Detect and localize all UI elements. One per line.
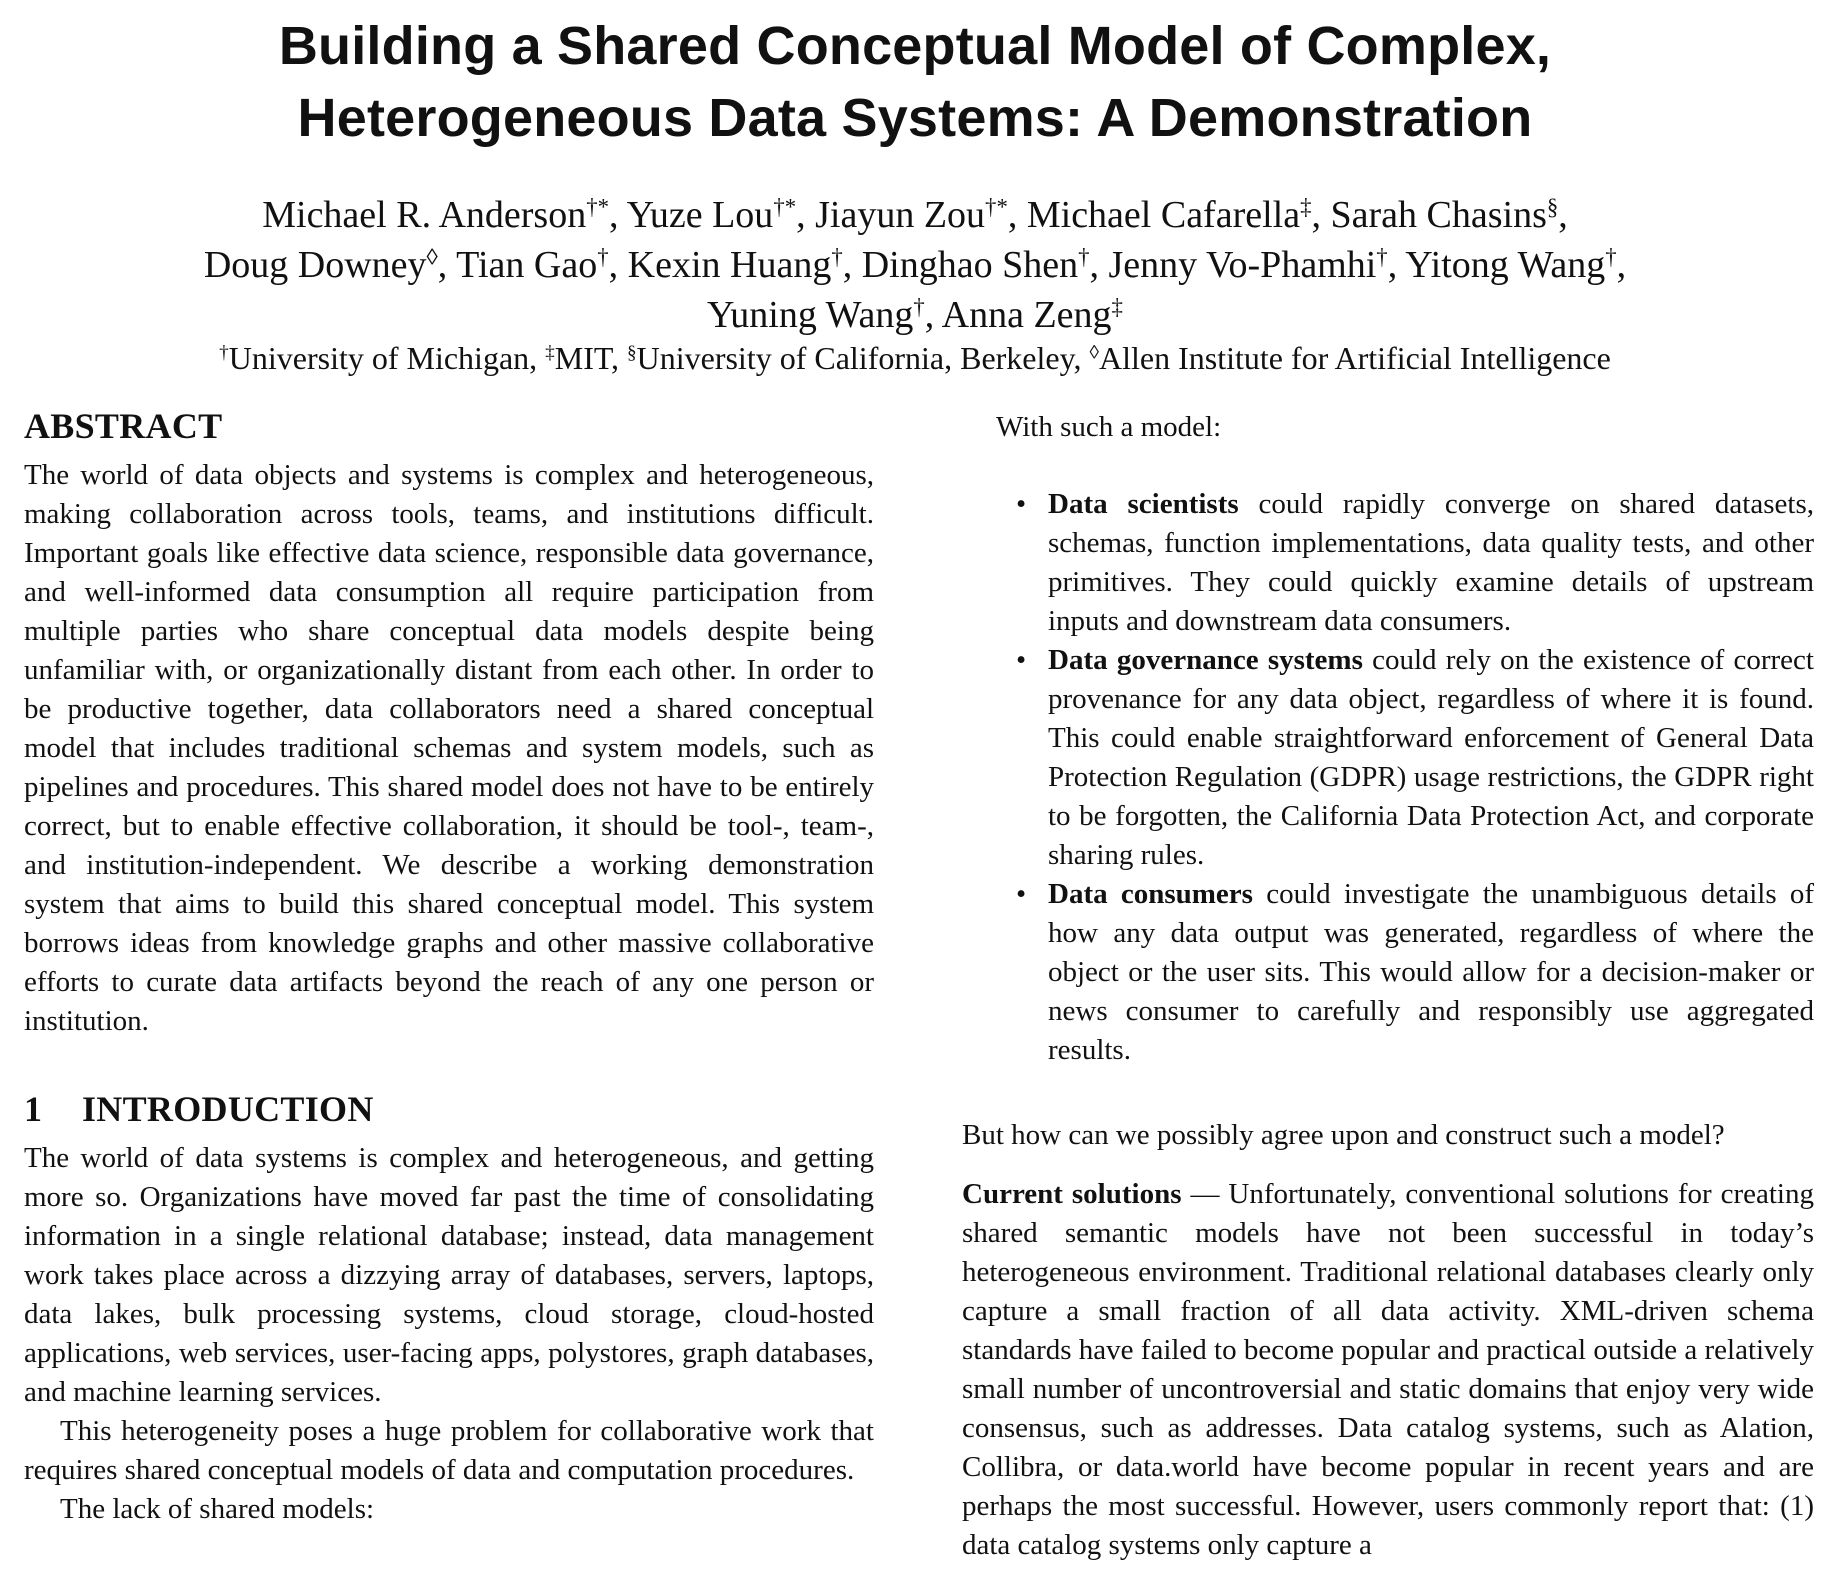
author-mark: †* (985, 194, 1008, 220)
model-lead-text: With such a model: (996, 411, 1222, 443)
current-solutions-text: Unfortunately, conventional solutions for creating shared semantic models have not been successful in today’s heterogeneous environment. Traditional relational databases clearly only capture a small fraction of all data activity. XML-driven schema standards have failed to become popular and practical outside a relatively small number of uncontroversial and static domains that enjoy very wide consensus, such as addresses. Data catalog systems, such as Alation, Collibra, or data.world have become popular in recent years and are perhaps the most successful. However, users commonly report that: (1) data catalog systems only capture a (962, 1178, 1814, 1561)
title-line-1: Building a Shared Conceptual Model of Complex, (278, 16, 1552, 76)
right-column (962, 408, 1814, 1565)
author-line-1: Michael R. Anderson†*, Yuze Lou†*, Jiayun Zou†*, Michael Cafarella‡, Sarah Chasins§, (262, 194, 1568, 236)
author-mark: † (1376, 244, 1388, 270)
affiliation-name: MIT (554, 340, 612, 376)
list-item-text: could rapidly converge on shared datasets, schemas, function implementations, data quality tests, and other primitives. They could quickly examine details of upstream inputs and downstream data consumers. (1048, 488, 1814, 637)
list-item (1016, 485, 1814, 641)
left-column (24, 404, 874, 1529)
author-name: Yuze Lou (626, 194, 774, 236)
abstract-text: The world of data objects and systems is complex and heterogeneous, making collaboration across tools, teams, and institutions difficult. Important goals like effective data science, responsible data governance, and well-informed data consumption all require participation from multiple parties who share conceptual data models despite being unfamiliar with, or organizationally distant from each other. In order to be productive together, data collaborators need a shared conceptual model that includes traditional schemas and system models, such as pipelines and procedures. This shared model does not have to be entirely correct, but to enable effective collaboration, it should be tool-, team-, and institution-independent. We describe a working demonstration system that aims to build this shared conceptual model. This system borrows ideas from knowledge graphs and other massive collaborative efforts to curate data artifacts beyond the reach of any one person or institution. (24, 459, 874, 1037)
list-item (1016, 641, 1814, 875)
bullet-icon: • (1016, 488, 1027, 520)
author-line-2: Doug Downey◊, Tian Gao†, Kexin Huang†, Dinghao Shen†, Jenny Vo-Phamhi†, Yitong Wang†, (203, 244, 1627, 286)
bullet-icon: • (1016, 644, 1027, 676)
key-question: But how can we possibly agree upon and construct such a model? (962, 1119, 1725, 1151)
author-name: Kexin Huang (627, 244, 832, 286)
author-line-3: Yuning Wang†, Anna Zeng‡ (707, 294, 1123, 336)
author-mark: †* (773, 194, 797, 220)
author-list (40, 190, 1790, 340)
author-name: Michael Cafarella (1026, 194, 1301, 236)
author-mark: † (913, 294, 925, 320)
affiliation-name: University of California, Berkeley (636, 340, 1074, 376)
author-mark: ‡ (1300, 194, 1312, 220)
list-item-term: Data governance systems (1048, 644, 1363, 676)
affiliation-name: University of Michigan (228, 340, 530, 376)
author-mark: † (831, 244, 843, 270)
em-dash: — (1181, 1178, 1229, 1210)
list-item-text: could rely on the existence of correct provenance for any data object, regardless of where it is found. This could enable straightforward enforcement of General Data Protection Regulation (GDPR) usage restrictions, the GDPR right to be forgotten, the California Data Protection Act, and corporate sharing rules. (1048, 644, 1814, 871)
introduction-heading (24, 1087, 874, 1131)
author-name: Yuning Wang (707, 294, 914, 336)
author-name: Yitong Wang (1405, 244, 1606, 286)
paper-title (60, 10, 1770, 154)
intro-paragraph-2: This heterogeneity poses a huge problem for collaborative work that requires shared conceptual models of data and computation procedures. (24, 1415, 874, 1486)
author-name: Michael R. Anderson (262, 194, 587, 236)
list-item (1016, 875, 1815, 1070)
author-mark: † (1078, 244, 1090, 270)
affiliation-mark: † (219, 342, 229, 364)
author-name: Jiayun Zou (815, 194, 986, 236)
section-number: 1 (24, 1089, 43, 1129)
author-mark: ‡ (1111, 294, 1123, 320)
affiliation-name: Allen Institute for Artificial Intelligence (1099, 340, 1611, 376)
author-mark: § (1546, 194, 1559, 220)
affiliation-mark: ◊ (1089, 342, 1099, 364)
title-line-2: Heterogeneous Data Systems: A Demonstration (297, 88, 1533, 148)
current-solutions-paragraph (962, 1175, 1814, 1565)
intro-paragraph-1: The world of data systems is complex and heterogeneous, and getting more so. Organizations have moved far past the time of consolidating information in a single relational database; instead, data management work takes place across a dizzying array of databases, servers, laptops, data lakes, bulk processing systems, cloud storage, cloud-hosted applications, web services, user-facing apps, polystores, graph databases, and machine learning services. (24, 1142, 874, 1408)
bullet-icon: • (1016, 878, 1027, 910)
list-item-term: Data consumers (1048, 878, 1253, 910)
author-name: Doug Downey (203, 244, 427, 286)
author-mark: †* (586, 194, 610, 220)
author-mark: † (1605, 244, 1617, 270)
author-name: Dinghao Shen (861, 244, 1079, 286)
affiliation-mark: § (627, 342, 637, 364)
affiliation-line: †University of Michigan, ‡MIT, §University of California, Berkeley, ◊Allen Institute for Artificial Intelligence (219, 340, 1611, 376)
benefit-list (962, 485, 1814, 1070)
abstract-heading: ABSTRACT (24, 406, 223, 446)
section-title: INTRODUCTION (82, 1089, 374, 1129)
list-item-text: could investigate the unambiguous details of how any data output was generated, regardless of where the object or the user sits. This would allow for a decision-maker or news consumer to carefully and responsibly use aggregated results. (1048, 878, 1815, 1066)
author-name: Sarah Chasins (1330, 194, 1547, 236)
list-item-term: Data scientists (1048, 488, 1239, 520)
author-name: Jenny Vo-Phamhi (1108, 244, 1377, 286)
author-mark: † (597, 244, 609, 270)
intro-paragraph-3: The lack of shared models: (60, 1493, 375, 1525)
author-mark: ◊ (426, 244, 438, 270)
author-name: Tian Gao (456, 244, 598, 286)
current-solutions-label: Current solutions (962, 1178, 1182, 1210)
author-name: Anna Zeng (941, 294, 1112, 336)
affiliation-mark: ‡ (545, 342, 555, 364)
